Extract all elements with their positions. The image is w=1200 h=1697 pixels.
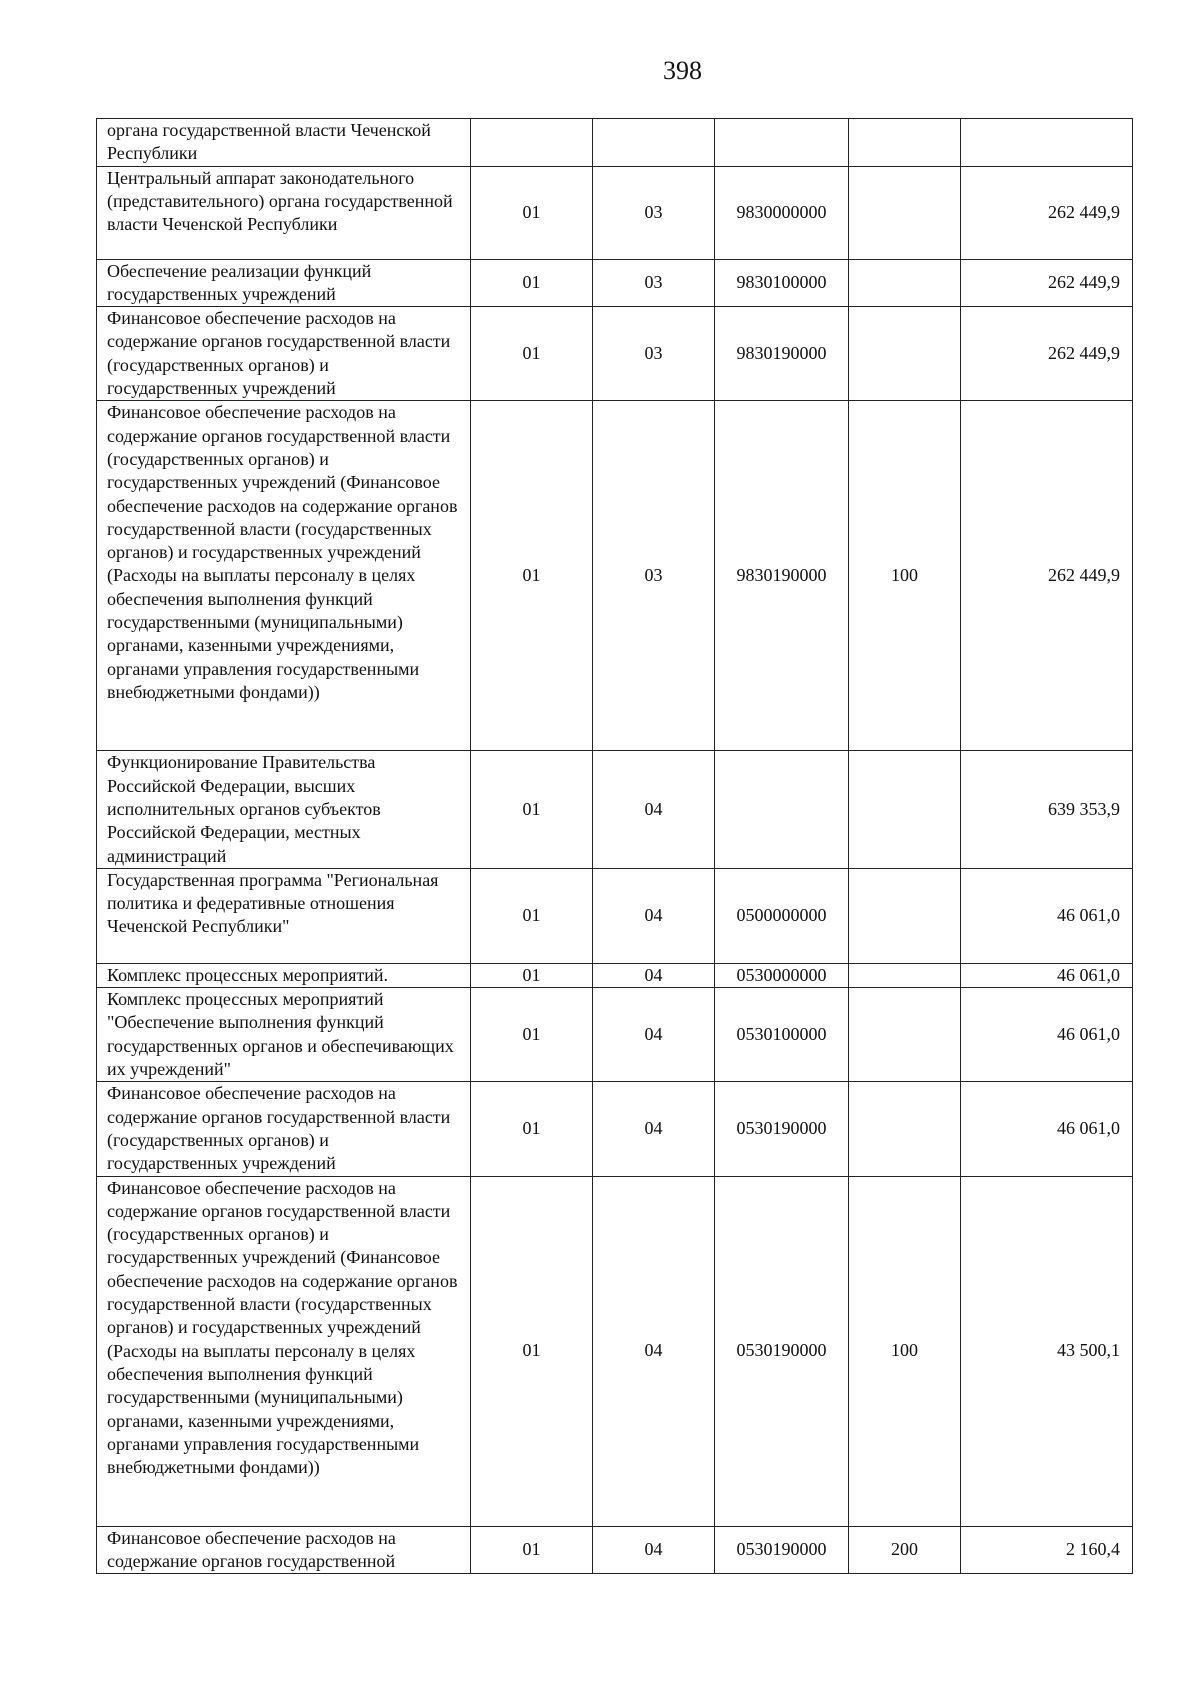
table-row [97, 1526, 1133, 1574]
row-section: 01 [471, 751, 593, 868]
row-section: 01 [471, 1176, 593, 1526]
row-subsection: 04 [593, 1176, 715, 1526]
row-target-article: 9830190000 [715, 401, 849, 751]
row-name: Комплекс процессных мероприятий. [97, 963, 471, 987]
row-target-article: 0530100000 [715, 988, 849, 1082]
table-row [97, 1082, 1133, 1176]
row-expense-type [849, 751, 961, 868]
row-expense-type [849, 166, 961, 259]
row-section: 01 [471, 259, 593, 307]
row-section: 01 [471, 963, 593, 987]
table-row [97, 119, 1133, 167]
row-amount: 262 449,9 [961, 166, 1133, 259]
row-name: Финансовое обеспечение расходов на содержание органов государственной власти (государственных органов) и государственных учреждений (Финансовое обеспечение расходов на содержание органов государственной власти (государственных органов) и государственных учреждений (Расходы на выплаты персоналу в целях обеспечения выполнения функций государственными (муниципальными) органами, казенными учреждениями, органами управления государственными внебюджетными фондами)) [97, 401, 471, 751]
row-target-article: 9830100000 [715, 259, 849, 307]
row-subsection: 04 [593, 1526, 715, 1574]
row-subsection: 04 [593, 1082, 715, 1176]
row-subsection: 04 [593, 751, 715, 868]
row-amount: 43 500,1 [961, 1176, 1133, 1526]
row-name: Функционирование Правительства Российской Федерации, высших исполнительных органов субъектов Российской Федерации, местных администраций [97, 751, 471, 868]
budget-table [96, 118, 1133, 1574]
row-amount: 46 061,0 [961, 963, 1133, 987]
row-name: Комплекс процессных мероприятий "Обеспечение выполнения функций государственных органов и обеспечивающих их учреждений" [97, 988, 471, 1082]
row-section: 01 [471, 868, 593, 963]
row-amount: 262 449,9 [961, 307, 1133, 401]
row-expense-type [849, 868, 961, 963]
row-name: Финансовое обеспечение расходов на содержание органов государственной [97, 1526, 471, 1574]
table-row [97, 259, 1133, 307]
row-subsection: 03 [593, 401, 715, 751]
table-row [97, 868, 1133, 963]
row-expense-type [849, 988, 961, 1082]
table-row [97, 751, 1133, 868]
row-section: 01 [471, 1082, 593, 1176]
table-row [97, 988, 1133, 1082]
row-section: 01 [471, 1526, 593, 1574]
row-subsection [593, 119, 715, 167]
table-row [97, 1176, 1133, 1526]
row-amount: 262 449,9 [961, 401, 1133, 751]
row-subsection: 03 [593, 166, 715, 259]
row-expense-type [849, 307, 961, 401]
row-name: Финансовое обеспечение расходов на содержание органов государственной власти (государственных органов) и государственных учреждений [97, 307, 471, 401]
row-amount: 2 160,4 [961, 1526, 1133, 1574]
row-expense-type: 100 [849, 401, 961, 751]
row-amount: 46 061,0 [961, 1082, 1133, 1176]
table-row [97, 401, 1133, 751]
row-name: органа государственной власти Чеченской Республики [97, 119, 471, 167]
row-subsection: 03 [593, 307, 715, 401]
row-expense-type [849, 259, 961, 307]
row-expense-type: 100 [849, 1176, 961, 1526]
row-expense-type [849, 119, 961, 167]
row-amount: 46 061,0 [961, 988, 1133, 1082]
row-expense-type [849, 1082, 961, 1176]
row-section: 01 [471, 307, 593, 401]
row-section: 01 [471, 988, 593, 1082]
row-target-article: 0530190000 [715, 1176, 849, 1526]
row-target-article: 9830190000 [715, 307, 849, 401]
row-name: Финансовое обеспечение расходов на содержание органов государственной власти (государственных органов) и государственных учреждений (Финансовое обеспечение расходов на содержание органов государственной власти (государственных органов) и государственных учреждений (Расходы на выплаты персоналу в целях обеспечения выполнения функций государственными (муниципальными) органами, казенными учреждениями, органами управления государственными внебюджетными фондами)) [97, 1176, 471, 1526]
row-target-article: 0530190000 [715, 1082, 849, 1176]
row-amount: 262 449,9 [961, 259, 1133, 307]
row-target-article: 0500000000 [715, 868, 849, 963]
table-row [97, 307, 1133, 401]
row-section: 01 [471, 166, 593, 259]
row-amount: 639 353,9 [961, 751, 1133, 868]
row-target-article: 9830000000 [715, 166, 849, 259]
row-name: Обеспечение реализации функций государственных учреждений [97, 259, 471, 307]
page-number: 398 [663, 56, 702, 85]
row-section [471, 119, 593, 167]
row-name: Центральный аппарат законодательного (представительного) органа государственной власти Чеченской Республики [97, 166, 471, 259]
row-subsection: 04 [593, 868, 715, 963]
row-target-article: 0530190000 [715, 1526, 849, 1574]
row-section: 01 [471, 401, 593, 751]
table-row [97, 166, 1133, 259]
row-name: Государственная программа "Региональная политика и федеративные отношения Чеченской Республики" [97, 868, 471, 963]
row-subsection: 03 [593, 259, 715, 307]
row-target-article [715, 119, 849, 167]
row-amount [961, 119, 1133, 167]
table-row [97, 963, 1133, 987]
row-expense-type: 200 [849, 1526, 961, 1574]
row-subsection: 04 [593, 988, 715, 1082]
row-expense-type [849, 963, 961, 987]
row-target-article: 0530000000 [715, 963, 849, 987]
row-subsection: 04 [593, 963, 715, 987]
row-amount: 46 061,0 [961, 868, 1133, 963]
row-name: Финансовое обеспечение расходов на содержание органов государственной власти (государственных органов) и государственных учреждений [97, 1082, 471, 1176]
row-target-article [715, 751, 849, 868]
